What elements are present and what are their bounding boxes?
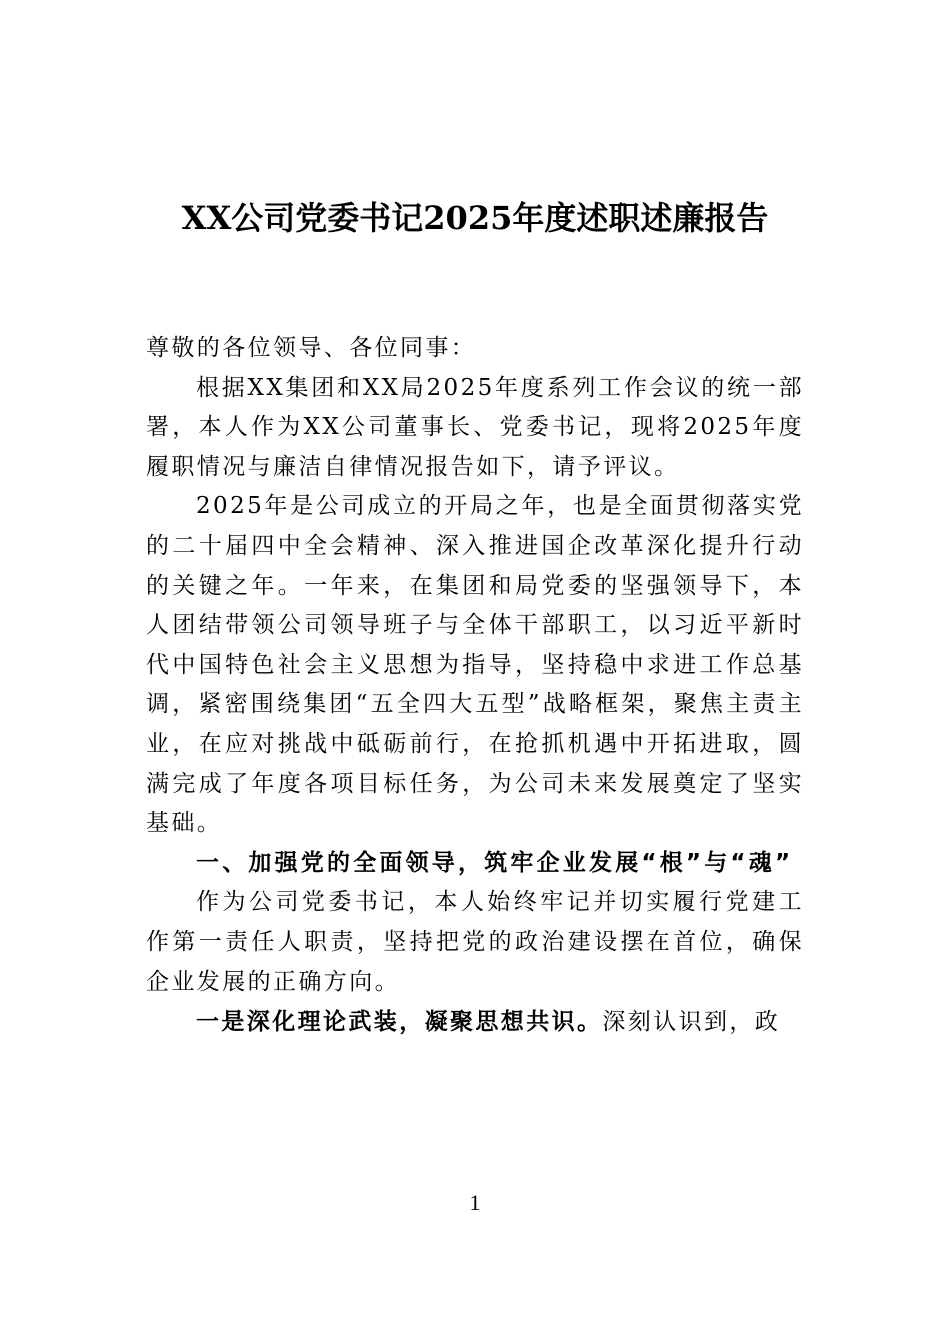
salutation: 尊敬的各位领导、各位同事：	[146, 335, 477, 361]
paragraph-intro: 根据XX集团和XX局2025年度系列工作会议的统一部署，本人作为XX公司董事长、党委书记，现将2025年度履职情况与廉洁自律情况报告如下，请予评议。	[146, 374, 804, 480]
document-body	[146, 329, 804, 1043]
point1-text: 深刻认识到，政	[602, 1009, 781, 1036]
point1-lead: 一是深化理论武装，凝聚思想共识。	[196, 1008, 603, 1036]
document-title: XX公司党委书记2025年度述职述廉报告	[181, 199, 769, 237]
page-number: 1	[469, 1190, 481, 1215]
paragraph-section1: 作为公司党委书记，本人始终牢记并切实履行党建工作第一责任人职责，坚持把党的政治建设摆在首位，确保企业发展的正确方向。	[146, 889, 804, 995]
section-heading-1: 一、加强党的全面领导，筑牢企业发展“根”与“魂”	[196, 849, 794, 876]
paragraph-overview: 2025年是公司成立的开局之年，也是全面贯彻落实党的二十届四中全会精神、深入推进国企改革深化提升行动的关键之年。一年来，在集团和局党委的坚强领导下，本人团结带领公司领导班子与全体干部职工，以习近平新时代中国特色社会主义思想为指导，坚持稳中求进工作总基调，紧密围绕集团“五全四大五型”战略框架，聚焦主责主业，在应对挑战中砥砺前行，在抢抓机遇中开拓进取，圆满完成了年度各项目标任务，为公司未来发展奠定了坚实基础。	[146, 493, 804, 837]
paragraph-point1	[146, 1002, 804, 1043]
